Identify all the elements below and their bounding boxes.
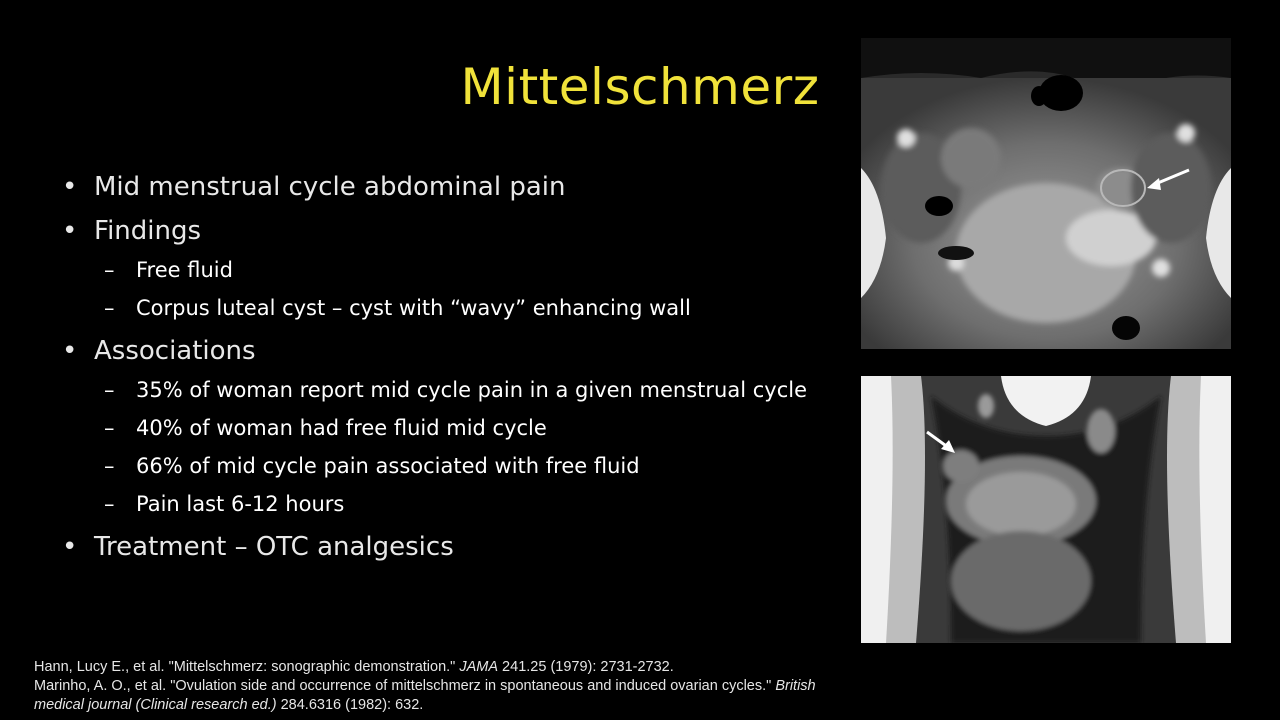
sub-bullet-list: [94, 254, 818, 324]
reference-1: [34, 658, 824, 677]
sub-bullet-text: 40% of woman had free fluid mid cycle: [136, 416, 547, 440]
sub-bullet-item: [94, 374, 836, 406]
bullet-list: [58, 170, 818, 574]
bullet-text: Mid menstrual cycle abdominal pain: [94, 172, 566, 202]
bullet-item: [58, 530, 818, 564]
dash-icon: –: [104, 296, 115, 320]
bullet-item: [58, 170, 818, 204]
dash-icon: –: [104, 258, 115, 282]
bullet-item: [58, 334, 818, 520]
dash-icon: –: [104, 492, 115, 516]
sub-bullet-text: Corpus luteal cyst – cyst with “wavy” enhancing wall: [136, 296, 691, 320]
bullet-text: Findings: [94, 216, 202, 246]
reference-journal: British medical journal (Clinical research ed.): [34, 678, 816, 713]
reference-text: 241.25 (1979): 2731-2732.: [498, 659, 674, 675]
reference-text: Marinho, A. O., et al. "Ovulation side and occurrence of mittelschmerz in spontaneous and induced ovarian cycles.": [34, 678, 776, 694]
bullet-text: Treatment – OTC analgesics: [94, 532, 454, 562]
sub-bullet-item: [94, 450, 836, 482]
references: [34, 658, 824, 715]
sub-bullet-text: Pain last 6-12 hours: [136, 492, 345, 516]
dash-icon: –: [104, 454, 115, 478]
sub-bullet-list: [94, 374, 818, 520]
sub-bullet-item: [94, 292, 836, 324]
sub-bullet-text: 35% of woman report mid cycle pain in a given menstrual cycle: [136, 378, 807, 402]
dash-icon: –: [104, 416, 115, 440]
sub-bullet-text: Free fluid: [136, 258, 233, 282]
ct-axial-pelvis-image: [861, 38, 1231, 349]
reference-2: [34, 677, 824, 715]
bullet-dot-icon: •: [62, 172, 78, 202]
ct-coronal-pelvis-image: [861, 376, 1231, 643]
reference-text: 284.6316 (1982): 632.: [276, 697, 424, 713]
reference-text: Hann, Lucy E., et al. "Mittelschmerz: sonographic demonstration.": [34, 659, 460, 675]
sub-bullet-text: 66% of mid cycle pain associated with free fluid: [136, 454, 640, 478]
ct-axial-icon: [861, 38, 1231, 349]
sub-bullet-item: [94, 412, 836, 444]
sub-bullet-item: [94, 488, 836, 520]
reference-journal: JAMA: [459, 659, 499, 675]
bullet-text: Associations: [94, 336, 256, 366]
dash-icon: –: [104, 378, 115, 402]
bullet-dot-icon: •: [62, 532, 78, 562]
bullet-item: [58, 214, 818, 324]
ct-coronal-icon: [861, 376, 1231, 643]
bullet-dot-icon: •: [62, 216, 78, 246]
slide-title: Mittelschmerz: [460, 58, 820, 116]
sub-bullet-item: [94, 254, 836, 286]
bullet-dot-icon: •: [62, 336, 78, 366]
